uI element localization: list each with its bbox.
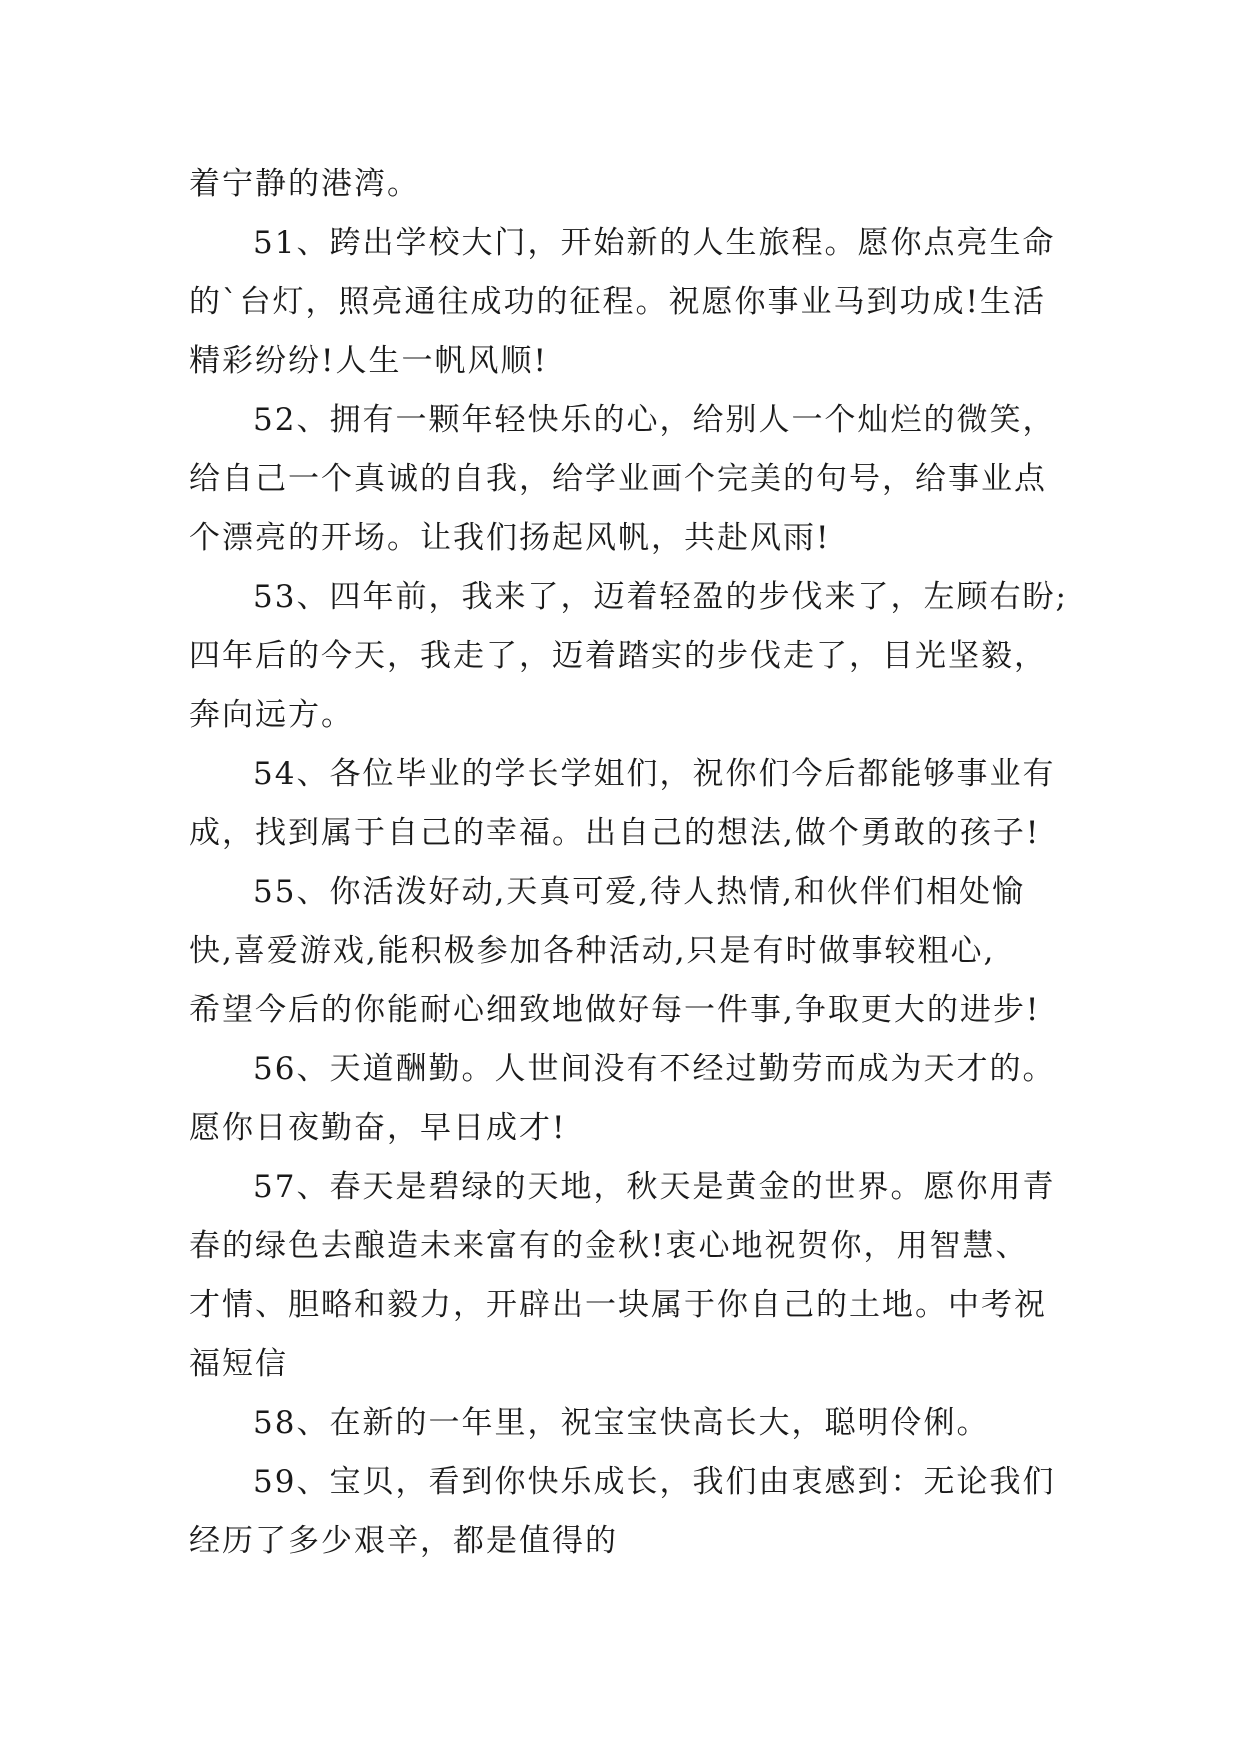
text-line: 59、宝贝，看到你快乐成长，我们由衷感到：无论我们 (253, 1464, 1056, 1500)
text-line: 55、你活泼好动,天真可爱,待人热情,和伙伴们相处愉 (253, 874, 1026, 910)
text-line: 希望今后的你能耐心细致地做好每一件事,争取更大的进步! (189, 992, 1041, 1028)
text-line: 着宁静的港湾。 (189, 166, 420, 202)
text-line: 的`台灯，照亮通往成功的征程。祝愿你事业马到功成!生活 (189, 284, 1046, 320)
text-line: 54、各位毕业的学长学姐们，祝你们今后都能够事业有 (253, 756, 1056, 792)
text-line: 春的绿色去酿造未来富有的金秋!衷心地祝贺你，用智慧、 (189, 1228, 1029, 1264)
text-line: 给自己一个真诚的自我，给学业画个完美的句号，给事业点 (189, 461, 1047, 497)
text-line: 愿你日夜勤奋，早日成才! (189, 1110, 567, 1146)
text-line: 经历了多少艰辛，都是值得的 (189, 1523, 618, 1559)
text-line: 精彩纷纷!人生一帆风顺! (189, 343, 548, 379)
text-line: 56、天道酬勤。人世间没有不经过勤劳而成为天才的。 (253, 1051, 1056, 1087)
text-line: 51、跨出学校大门，开始新的人生旅程。愿你点亮生命 (253, 225, 1056, 261)
text-line: 奔向远方。 (189, 697, 354, 733)
text-line: 快,喜爱游戏,能积极参加各种活动,只是有时做事较粗心, (189, 933, 996, 969)
text-line: 53、四年前，我来了，迈着轻盈的步伐来了，左顾右盼; (253, 579, 1068, 615)
text-line: 57、春天是碧绿的天地，秋天是黄金的世界。愿你用青 (253, 1169, 1056, 1205)
text-line: 福短信 (189, 1346, 288, 1382)
text-line: 58、在新的一年里，祝宝宝快高长大，聪明伶俐。 (253, 1405, 990, 1441)
text-line: 个漂亮的开场。让我们扬起风帆，共赴风雨! (189, 520, 831, 556)
text-line: 成，找到属于自己的幸福。出自己的想法,做个勇敢的孩子! (189, 815, 1041, 851)
text-line: 四年后的今天，我走了，迈着踏实的步伐走了，目光坚毅， (189, 638, 1047, 674)
text-line: 52、拥有一颗年轻快乐的心，给别人一个灿烂的微笑， (253, 402, 1056, 438)
text-line: 才情、胆略和毅力，开辟出一块属于你自己的土地。中考祝 (189, 1287, 1047, 1323)
